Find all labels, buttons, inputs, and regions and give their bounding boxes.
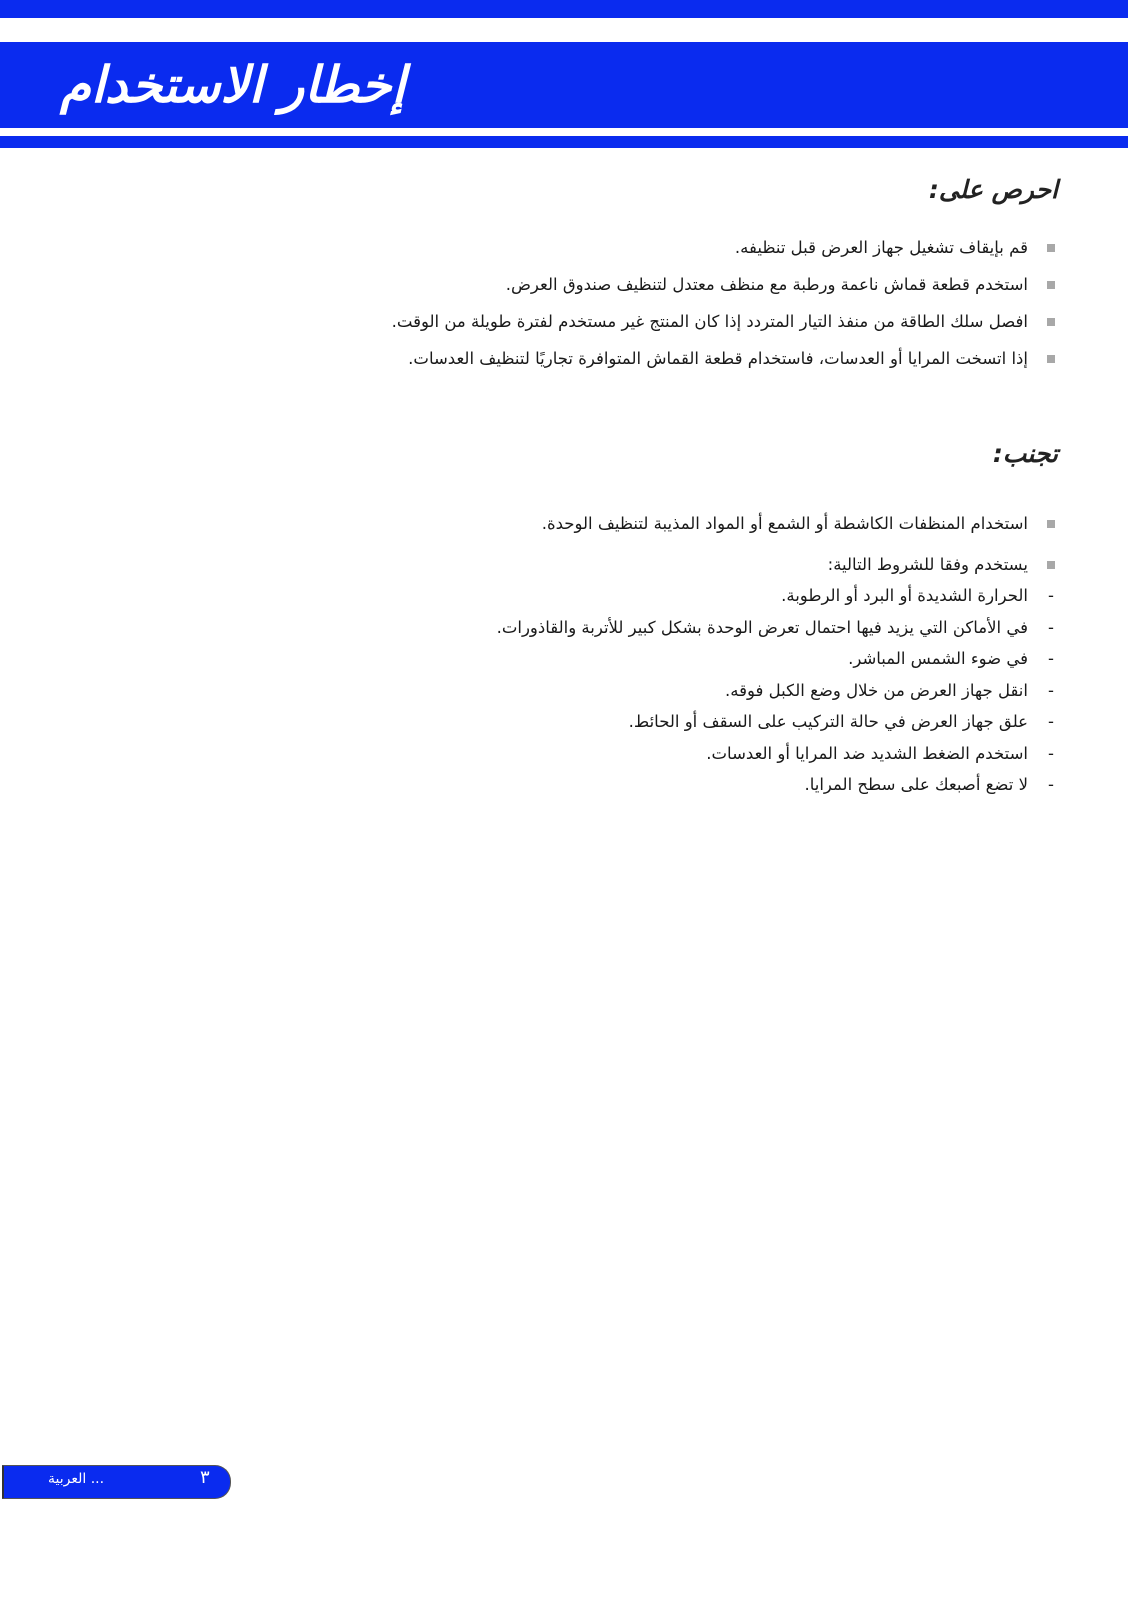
- square-bullet-icon: [1047, 281, 1055, 289]
- page-title: إخطار الاستخدام: [60, 56, 406, 114]
- do-list: [298, 232, 1058, 374]
- square-bullet-icon: [1047, 355, 1055, 363]
- dash-bullet-icon: -: [1048, 680, 1054, 700]
- sub-list-item: - استخدم الضغط الشديد ضد المرايا أو العدسات.: [298, 738, 1058, 770]
- dash-bullet-icon: -: [1048, 649, 1054, 668]
- avoid-list: [298, 508, 1058, 580]
- dash-bullet-icon: -: [1048, 586, 1054, 605]
- section-heading-do: احرص على:: [928, 175, 1058, 204]
- section-do: [298, 172, 1058, 374]
- list-item: إذا اتسخت المرايا أو العدسات، فاستخدام قطعة القماش المتوافرة تجاريًا لتنظيف العدسات.: [298, 343, 1058, 374]
- section-heading-avoid: تجنب:: [992, 439, 1058, 468]
- square-bullet-icon: [1047, 244, 1055, 252]
- sub-list-item: - في الأماكن التي يزيد فيها احتمال تعرض الوحدة بشكل كبير للأتربة والقاذورات.: [298, 612, 1058, 644]
- header-top-stripe: [0, 0, 1128, 18]
- footer-language-label: ... العربية: [48, 1471, 105, 1487]
- square-bullet-icon: [1047, 318, 1055, 326]
- square-bullet-icon: [1047, 561, 1055, 569]
- list-item: يستخدم وفقا للشروط التالية:: [298, 549, 1058, 580]
- list-item: افصل سلك الطاقة من منفذ التيار المتردد إذا كان المنتج غير مستخدم لفترة طويلة من الوقت.: [298, 306, 1058, 337]
- sub-list-item: - الحرارة الشديدة أو البرد أو الرطوبة.: [298, 580, 1058, 612]
- sub-list-item: - في ضوء الشمس المباشر.: [298, 643, 1058, 675]
- list-item: استخدام المنظفات الكاشطة أو الشمع أو المواد المذيبة لتنظيف الوحدة.: [298, 508, 1058, 539]
- conditions-sublist: [298, 580, 1058, 801]
- dash-bullet-icon: -: [1048, 775, 1054, 794]
- sub-list-item: - لا تضع أصبعك على سطح المرايا.: [298, 769, 1058, 801]
- list-item: قم بإيقاف تشغيل جهاز العرض قبل تنظيفه.: [298, 232, 1058, 263]
- list-item: استخدم قطعة قماش ناعمة ورطبة مع منظف معتدل لتنظيف صندوق العرض.: [298, 269, 1058, 300]
- square-bullet-icon: [1047, 520, 1055, 528]
- page-footer: [0, 1465, 232, 1497]
- header-bottom-stripe: [0, 136, 1128, 148]
- footer-tab: [2, 1465, 231, 1499]
- sub-list-item: - علق جهاز العرض في حالة التركيب على السقف أو الحائط.: [298, 706, 1058, 738]
- sub-list-item: - انقل جهاز العرض من خلال وضع الكبل فوقه.: [298, 675, 1058, 707]
- dash-bullet-icon: -: [1048, 617, 1054, 637]
- section-avoid: [298, 436, 1058, 801]
- dash-bullet-icon: -: [1048, 743, 1054, 763]
- dash-bullet-icon: -: [1048, 712, 1054, 731]
- page-number: ٣: [200, 1467, 210, 1488]
